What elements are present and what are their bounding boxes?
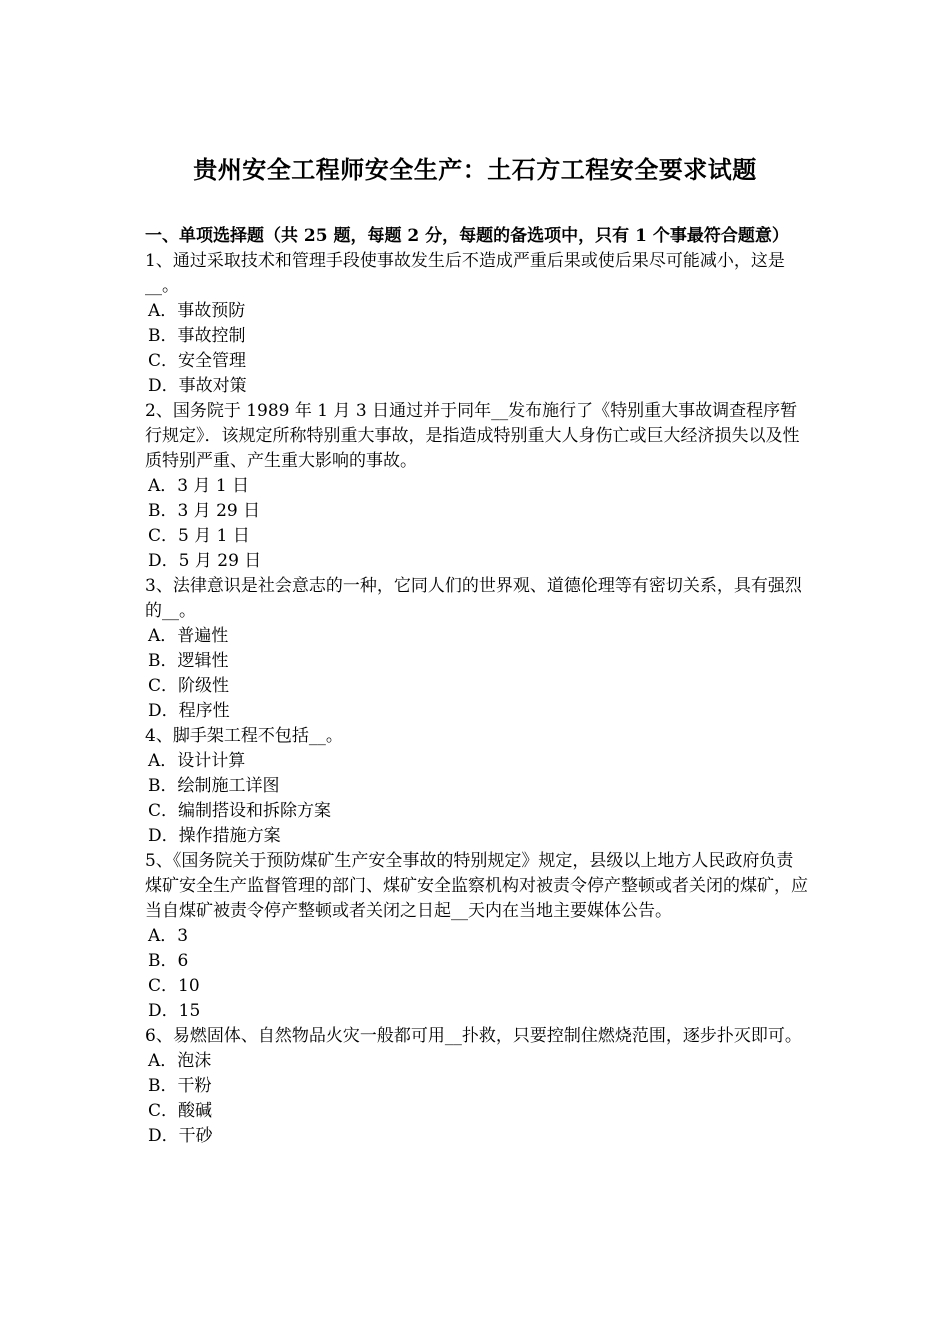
option-c: C．10 — [148, 976, 200, 996]
option-d: D．事故对策 — [148, 376, 247, 396]
option-c: C．编制搭设和拆除方案 — [148, 801, 332, 821]
option-c: C．酸碱 — [148, 1101, 213, 1121]
document-body — [145, 224, 810, 1149]
question-text: 6、易燃固体、自然物品火灾一般都可用__扑救，只要控制住燃烧范围，逐步扑灭即可。 — [145, 1026, 802, 1046]
question-6 — [145, 1024, 810, 1149]
option-d: D．5 月 29 日 — [148, 551, 262, 571]
option-c: C．阶级性 — [148, 676, 230, 696]
question-text: 3、法律意识是社会意志的一种，它同人们的世界观、道德伦理等有密切关系，具有强烈的__。 — [145, 576, 802, 621]
option-d: D．15 — [148, 1001, 201, 1021]
option-d: D．操作措施方案 — [148, 826, 281, 846]
option-b: B．3 月 29 日 — [148, 501, 261, 521]
option-a: A．3 月 1 日 — [148, 476, 250, 496]
option-b: B．绘制施工详图 — [148, 776, 280, 796]
option-c: C．5 月 1 日 — [148, 526, 250, 546]
option-a: A．事故预防 — [148, 301, 246, 321]
question-text: 5、《国务院关于预防煤矿生产安全事故的特别规定》规定，县级以上地方人民政府负责煤矿安全生产监督管理的部门、煤矿安全监察机构对被责令停产整顿或者关闭的煤矿，应当自煤矿被责令停产整顿或者关闭之日起__天内在当地主要媒体公告。 — [145, 851, 808, 921]
question-1 — [145, 249, 810, 399]
option-a: A．设计计算 — [148, 751, 246, 771]
option-a: A．泡沫 — [148, 1051, 212, 1071]
option-b: B．6 — [148, 951, 189, 971]
option-a: A．3 — [148, 926, 189, 946]
option-d: D．程序性 — [148, 701, 230, 721]
question-3 — [145, 574, 810, 724]
option-b: B．干粉 — [148, 1076, 212, 1096]
section-heading: 一、单项选择题（共 25 题，每题 2 分，每题的备选项中，只有 1 个事最符合题意） — [145, 226, 789, 246]
option-b: B．逻辑性 — [148, 651, 229, 671]
question-4 — [145, 724, 810, 849]
option-a: A．普遍性 — [148, 626, 229, 646]
option-b: B．事故控制 — [148, 326, 246, 346]
document-title: 贵州安全工程师安全生产：土石方工程安全要求试题 — [193, 155, 757, 184]
option-d: D．干砂 — [148, 1126, 213, 1146]
question-text: 2、国务院于 1989 年 1 月 3 日通过并于同年__发布施行了《特别重大事故调查程序暂行规定》．该规定所称特别重大事故，是指造成特别重大人身伤亡或巨大经济损失以及性质特别严重、产生重大影响的事故。 — [145, 401, 800, 471]
question-text: 1、通过采取技术和管理手段使事故发生后不造成严重后果或使后果尽可能减小，这是__。 — [145, 251, 785, 296]
question-2 — [145, 399, 810, 574]
question-5 — [145, 849, 810, 1024]
question-text: 4、脚手架工程不包括__。 — [145, 726, 343, 746]
option-c: C．安全管理 — [148, 351, 247, 371]
